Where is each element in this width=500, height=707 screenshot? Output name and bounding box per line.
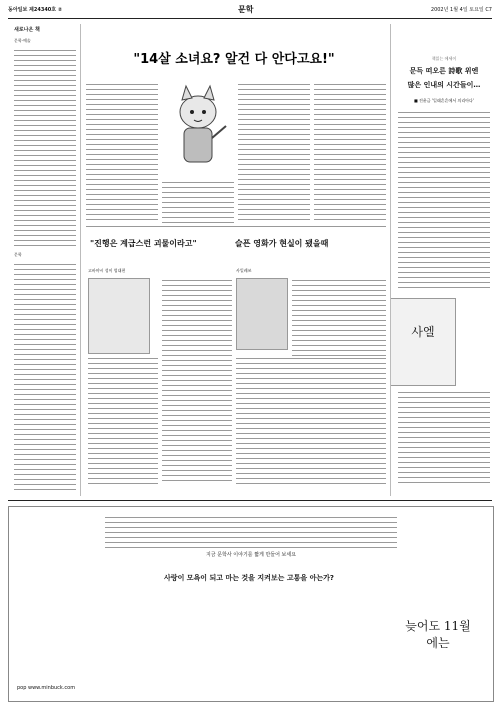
- right-subtitle: ■ 전윤금 '일래흔흔에서 의리아다': [413, 98, 475, 103]
- ad-rule: [8, 500, 492, 501]
- header-rule: [8, 18, 492, 19]
- ad-book-title: 늦어도 11월에는: [405, 619, 471, 650]
- headline-2: 슬픈 영화가 현실이 됐을때: [235, 239, 329, 248]
- page-header: [8, 4, 492, 18]
- subhead: "진행은 계급스런 괴물이라고": [90, 239, 197, 248]
- right-title-2: 많은 인내의 시간들이…: [407, 81, 481, 89]
- section-label-1: 문학·예술: [14, 38, 31, 43]
- cat-illustration: [162, 82, 234, 174]
- ad-publisher: pop www.minbuck.com: [17, 685, 76, 691]
- left-column-text-2: [14, 262, 76, 492]
- article-col-7: [292, 278, 386, 368]
- article-col-6: [162, 278, 232, 484]
- right-column-divider: [390, 24, 391, 496]
- section-label-2: 문학: [14, 252, 22, 257]
- advertisement: [8, 506, 494, 702]
- article-col-2: [162, 180, 234, 224]
- main-headline: "14살 소녀요? 알건 다 안다고요!": [133, 52, 335, 67]
- article-col-4: [314, 82, 386, 224]
- book-cover-3: [390, 298, 456, 386]
- section-title: 문학: [238, 4, 254, 14]
- ad-main-copy: 사랑이 모욕이 되고 마는 것을 지켜보는 고통을 아는가?: [164, 574, 334, 582]
- ad-top-text: [105, 515, 397, 549]
- book-cover-2: [236, 278, 288, 350]
- left-column-title: 새로나온 책: [14, 27, 40, 33]
- right-column-text-2: [398, 390, 490, 486]
- subhead-rule: [86, 226, 386, 227]
- article-col-3: [238, 82, 310, 224]
- book-label-2: 사일레쓰: [236, 268, 252, 273]
- masthead: 동아일보 제24340호 ②: [8, 7, 63, 13]
- article-col-1: [86, 82, 158, 222]
- right-title-1: 문득 떠오른 詩歌 위엔: [409, 67, 479, 75]
- book-cover-3-title: 사엘: [411, 325, 435, 339]
- right-kicker: 책읽는 에세이: [431, 56, 457, 61]
- left-column-text: [14, 48, 76, 248]
- column-divider: [80, 24, 81, 496]
- article-col-5: [88, 356, 158, 486]
- issue-date: 2002년 1월 4일 토요일 C7: [430, 7, 492, 13]
- right-column-text: [398, 110, 490, 290]
- article-col-8: [236, 356, 386, 484]
- book-label-1: 고바야시 성이 엄대편: [88, 268, 126, 273]
- book-cover-1: [88, 278, 150, 354]
- ad-top-caption: 지금 문학사 이야기를 짧게 만들어 보세요: [205, 552, 297, 558]
